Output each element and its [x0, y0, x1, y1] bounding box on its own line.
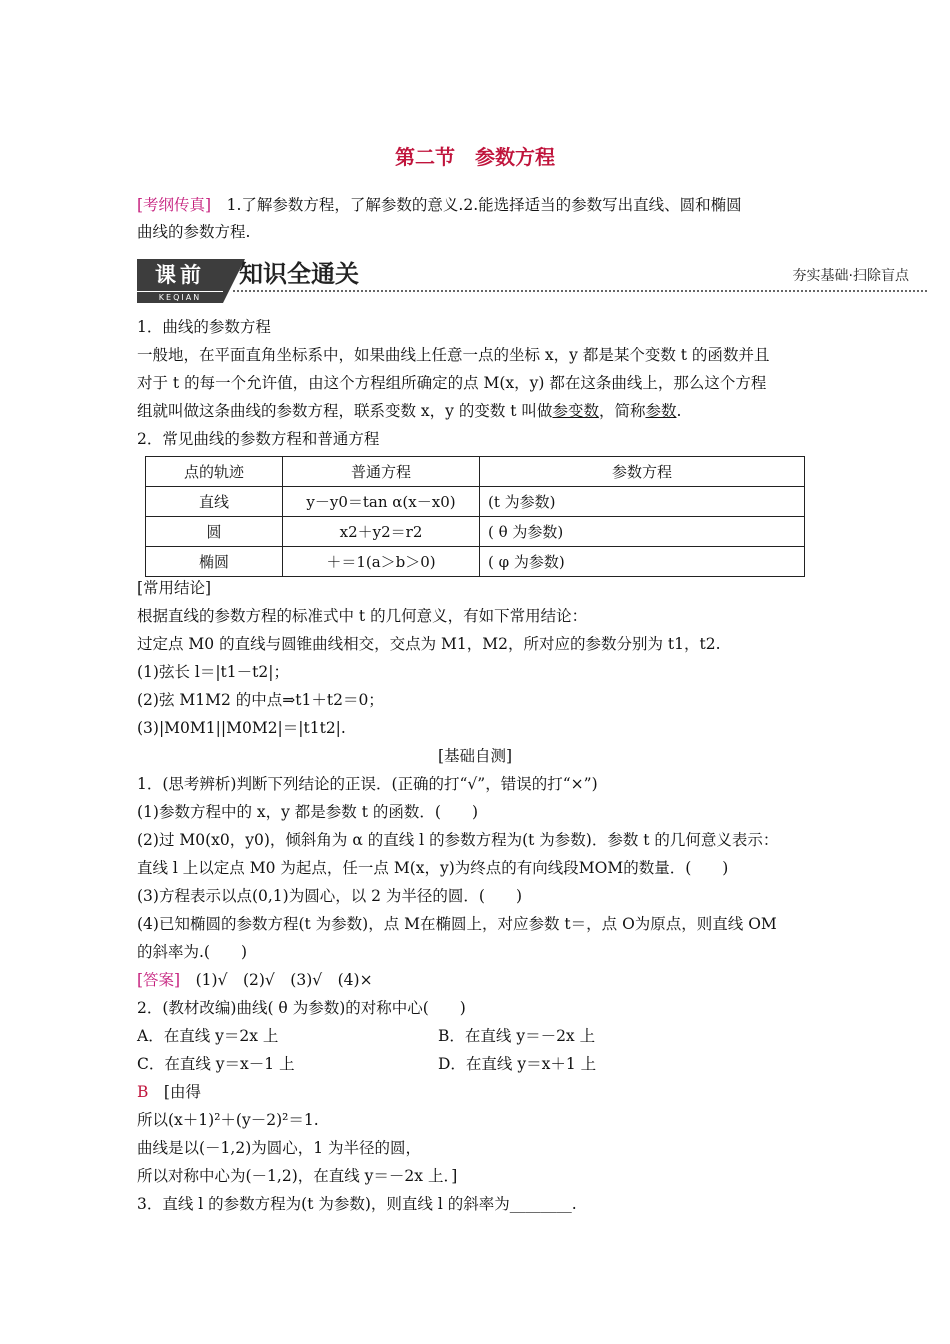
- q1-item4b: 的斜率为.( ): [137, 943, 248, 961]
- q1-item2b: 直线 l 上以定点 M0 为起点，任一点 M(x，y)为终点的有向线段MOM的数量．( ): [137, 859, 729, 877]
- term-canbianshu: 参变数: [552, 402, 599, 420]
- solution-line2: 所以(x＋1)²＋(y－2)²＝1.: [137, 1111, 319, 1129]
- table-row: [146, 547, 805, 577]
- table-cell: 圆: [146, 517, 283, 547]
- q2-option-c: C．在直线 y＝x－1 上: [137, 1055, 295, 1073]
- syllabus-line2: 曲线的参数方程.: [137, 223, 251, 241]
- s1-line3-text: 组就叫做这条曲线的参数方程，联系变数 x，y 的变数 t 叫做: [137, 402, 553, 420]
- q2-stem: 2．(教材改编)曲线( θ 为参数)的对称中心( ): [137, 999, 466, 1017]
- conclusions-line1: 根据直线的参数方程的标准式中 t 的几何意义，有如下常用结论：: [137, 607, 588, 625]
- s1-heading: 1．曲线的参数方程: [137, 318, 271, 336]
- section-banner: [137, 259, 927, 304]
- s1-line3: [137, 401, 681, 421]
- s1-line2: 对于 t 的每一个允许值，由这个方程组所确定的点 M(x，y) 都在这条曲线上，那么这个方程: [137, 374, 767, 392]
- answer-text: (1)√ (2)√ (3)√ (4)×: [195, 971, 373, 989]
- s2-heading: 2．常见曲线的参数方程和普通方程: [137, 430, 380, 448]
- conclusions-line3: (1)弦长 l＝|t1－t2|；: [137, 663, 289, 681]
- conclusions-line5: (3)|M0M1||M0M2|＝|t1t2|.: [137, 719, 346, 737]
- answer-tag: [答案]: [137, 971, 181, 989]
- table-header-row: [146, 457, 805, 487]
- banner-slogan: 夯实基础·扫除盲点: [792, 268, 909, 284]
- solution-line1: [由得: [163, 1083, 201, 1101]
- table-cell: x2＋y2＝r2: [283, 517, 480, 547]
- solution-line4: 所以对称中心为(－1,2)，在直线 y＝－2x 上．]: [137, 1167, 458, 1185]
- q2-option-a: A．在直线 y＝2x 上: [137, 1027, 279, 1045]
- q2-solution-start: [137, 1082, 201, 1102]
- conclusions-line4: (2)弦 M1M2 的中点⇒t1＋t2＝0；: [137, 691, 384, 709]
- q2-option-d: D．在直线 y＝x＋1 上: [438, 1055, 597, 1073]
- q1-item2a: (2)过 M0(x0，y0)，倾斜角为 α 的直线 l 的参数方程为(t 为参数)．参数 t 的几何意义表示：: [137, 831, 779, 849]
- q1-item1: (1)参数方程中的 x，y 都是参数 t 的函数．( ): [137, 803, 478, 821]
- banner-dotted-line: [233, 290, 927, 292]
- table-cell: ( φ 为参数): [480, 547, 805, 577]
- table-header: 点的轨迹: [146, 457, 283, 487]
- table-cell: (t 为参数): [480, 487, 805, 517]
- syllabus-tag: [考纲传真]: [137, 196, 212, 214]
- q1-item4a: (4)已知椭圆的参数方程(t 为参数)，点 M在椭圆上，对应参数 t＝，点 O为原点，则直线 OM: [137, 915, 777, 933]
- table-header: 参数方程: [480, 457, 805, 487]
- s1-line1: 一般地，在平面直角坐标系中，如果曲线上任意一点的坐标 x，y 都是某个变数 t 的函数并且: [137, 346, 770, 364]
- section-number: 第二节: [395, 145, 455, 169]
- banner-title: 知识全通关: [239, 260, 359, 288]
- term-canshu: 参数: [645, 402, 677, 420]
- table-cell: ＋＝1(a＞b＞0): [283, 547, 480, 577]
- table-cell: y－y0＝tan α(x－x0): [283, 487, 480, 517]
- table-header: 普通方程: [283, 457, 480, 487]
- q1-answer: [137, 970, 373, 990]
- table-cell: ( θ 为参数): [480, 517, 805, 547]
- conclusions-tag: [常用结论]: [137, 579, 212, 597]
- s1-line3-end: .: [676, 402, 682, 420]
- banner-badge-pinyin: KEQIAN: [137, 292, 223, 303]
- q1-item3: (3)方程表示以点(0,1)为圆心，以 2 为半径的圆．( ): [137, 887, 523, 905]
- table-row: [146, 517, 805, 547]
- section-name: 参数方程: [475, 145, 555, 169]
- selftest-heading: [基础自测]: [437, 747, 513, 765]
- syllabus: [137, 195, 742, 215]
- s1-line3-mid: ，简称: [598, 402, 646, 420]
- q1-stem: 1．(思考辨析)判断下列结论的正误．(正确的打“√”，错误的打“×”): [137, 775, 598, 793]
- table-cell: 椭圆: [146, 547, 283, 577]
- conclusions-line2: 过定点 M0 的直线与圆锥曲线相交，交点为 M1，M2，所对应的参数分别为 t1，t2.: [137, 635, 721, 653]
- syllabus-line1: 1.了解参数方程，了解参数的意义.2.能选择适当的参数写出直线、圆和椭圆: [226, 196, 742, 214]
- banner-badge: 课前: [137, 259, 223, 291]
- q2-option-b: B．在直线 y＝－2x 上: [438, 1027, 596, 1045]
- table-cell: 直线: [146, 487, 283, 517]
- q3-stem: 3．直线 l 的参数方程为(t 为参数)，则直线 l 的斜率为________.: [137, 1195, 577, 1213]
- curve-equation-table: [145, 456, 805, 577]
- table-row: [146, 487, 805, 517]
- page-title: [0, 141, 950, 170]
- solution-line3: 曲线是以(－1,2)为圆心，1 为半径的圆，: [137, 1139, 422, 1157]
- solution-letter: B: [137, 1083, 149, 1101]
